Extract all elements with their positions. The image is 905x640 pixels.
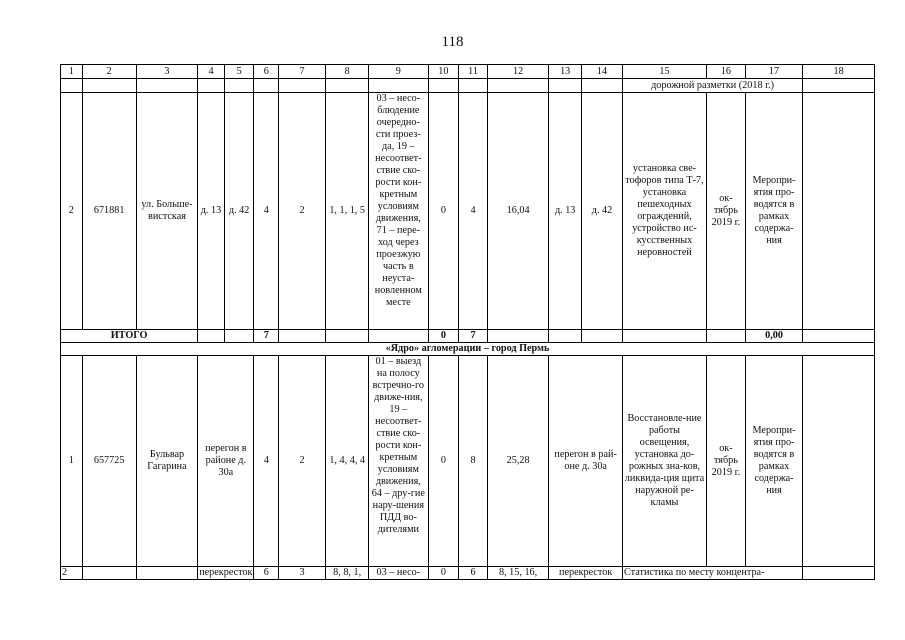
codes-col8: 1, 1, 1, 5 — [326, 93, 369, 330]
continuation-row — [61, 79, 875, 93]
location: перегон в районе д. 30а — [198, 356, 254, 567]
header-cell: 2 — [82, 65, 136, 79]
street-name: Бульвар Гагарина — [136, 356, 197, 567]
empty-cell — [803, 356, 875, 567]
header-row — [61, 65, 875, 79]
measures-text: Статистика по месту концентра- — [623, 567, 803, 580]
value-col12: 8, 15, 16, — [487, 567, 548, 580]
measures-text: установка све-тофоров типа Т-7, установка пешеходных ограждений, устройство ис-кусственных неровностей — [623, 93, 707, 330]
value-col10: 0 — [428, 356, 459, 567]
value-col12: 25,28 — [487, 356, 548, 567]
value-col10: 0 — [428, 93, 459, 330]
value-col10: 0 — [428, 567, 459, 580]
empty-cell — [803, 93, 875, 330]
deadline: ок-тябрь 2019 г. — [706, 93, 745, 330]
accident-table — [60, 64, 875, 580]
header-cell: 1 — [61, 65, 83, 79]
header-cell: 17 — [745, 65, 802, 79]
table-row — [61, 567, 875, 580]
funding-note: Меропри-ятия про-водятся в рамках содержа-ния — [745, 356, 802, 567]
to-address: д. 42 — [224, 93, 254, 330]
header-cell: 14 — [582, 65, 623, 79]
funding-note: Меропри-ятия про-водятся в рамках содержа-ния — [745, 93, 802, 330]
location: перекресток — [199, 567, 253, 578]
total-col6: 7 — [254, 330, 279, 343]
header-cell: 13 — [549, 65, 582, 79]
header-cell: 15 — [623, 65, 707, 79]
header-cell: 10 — [428, 65, 459, 79]
section-row — [61, 343, 875, 356]
table-row — [61, 356, 875, 567]
row-number: 2 — [61, 93, 83, 330]
total-row — [61, 330, 875, 343]
section-title: «Ядро» агломерации – город Пермь — [61, 343, 875, 356]
value-col11: 6 — [459, 567, 488, 580]
header-cell: 7 — [279, 65, 326, 79]
location-2: перекресток — [549, 567, 623, 580]
to-address-2: д. 42 — [582, 93, 623, 330]
violations-text: 01 – выезд на полосу встречно-го движе-ния, 19 – несоответ-ствие ско-рости кон-кретным условиям движения, 64 – дру-гие нару-шения ПДД во-дителями — [369, 356, 428, 567]
row-number: 1 — [61, 356, 83, 567]
header-cell: 12 — [487, 65, 548, 79]
header-cell: 18 — [803, 65, 875, 79]
accident-count: 6 — [254, 567, 279, 580]
value-col11: 8 — [459, 356, 488, 567]
table-row — [61, 93, 875, 330]
value-col7: 3 — [279, 567, 326, 580]
road-code: 657725 — [82, 356, 136, 567]
value-col12: 16,04 — [487, 93, 548, 330]
accident-count: 4 — [254, 356, 279, 567]
total-col10: 0 — [428, 330, 459, 343]
row-number: 2 — [61, 567, 83, 580]
codes-col8: 1, 4, 4, 4 — [326, 356, 369, 567]
accident-count: 4 — [254, 93, 279, 330]
total-col17: 0,00 — [745, 330, 802, 343]
header-cell: 8 — [326, 65, 369, 79]
header-cell: 6 — [254, 65, 279, 79]
street-name: ул. Больше-вистская — [136, 93, 197, 330]
header-cell: 5 — [224, 65, 254, 79]
from-address-2: д. 13 — [549, 93, 582, 330]
value-col7: 2 — [279, 356, 326, 567]
header-cell: 11 — [459, 65, 488, 79]
total-label: ИТОГО — [61, 330, 198, 343]
deadline: ок-тябрь 2019 г. — [706, 356, 745, 567]
continuation-text: дорожной разметки (2018 г.) — [623, 79, 803, 93]
from-address: д. 13 — [198, 93, 225, 330]
road-code: 671881 — [82, 93, 136, 330]
header-cell: 9 — [369, 65, 428, 79]
header-cell: 16 — [706, 65, 745, 79]
value-col11: 4 — [459, 93, 488, 330]
codes-col8: 8, 8, 1, — [326, 567, 369, 580]
location-2: перегон в рай-оне д. 30а — [549, 356, 623, 567]
value-col7: 2 — [279, 93, 326, 330]
total-col11: 7 — [459, 330, 488, 343]
violations-text: 03 – несо-блюдение очередно-сти проез-да, 19 – несоответ-ствие ско-рости кон-кретным условиям движения, 71 – пере-ход через проезжую часть в неуста-новленном месте — [369, 93, 428, 330]
page-number: 118 — [441, 34, 464, 50]
header-cell: 4 — [198, 65, 225, 79]
violations-text: 03 – несо- — [369, 567, 428, 580]
measures-text: Восстановле-ние работы освещения, установка до-рожных зна-ков, ликвида-ция щита наружной ре-кламы — [623, 356, 707, 567]
header-cell: 3 — [136, 65, 197, 79]
